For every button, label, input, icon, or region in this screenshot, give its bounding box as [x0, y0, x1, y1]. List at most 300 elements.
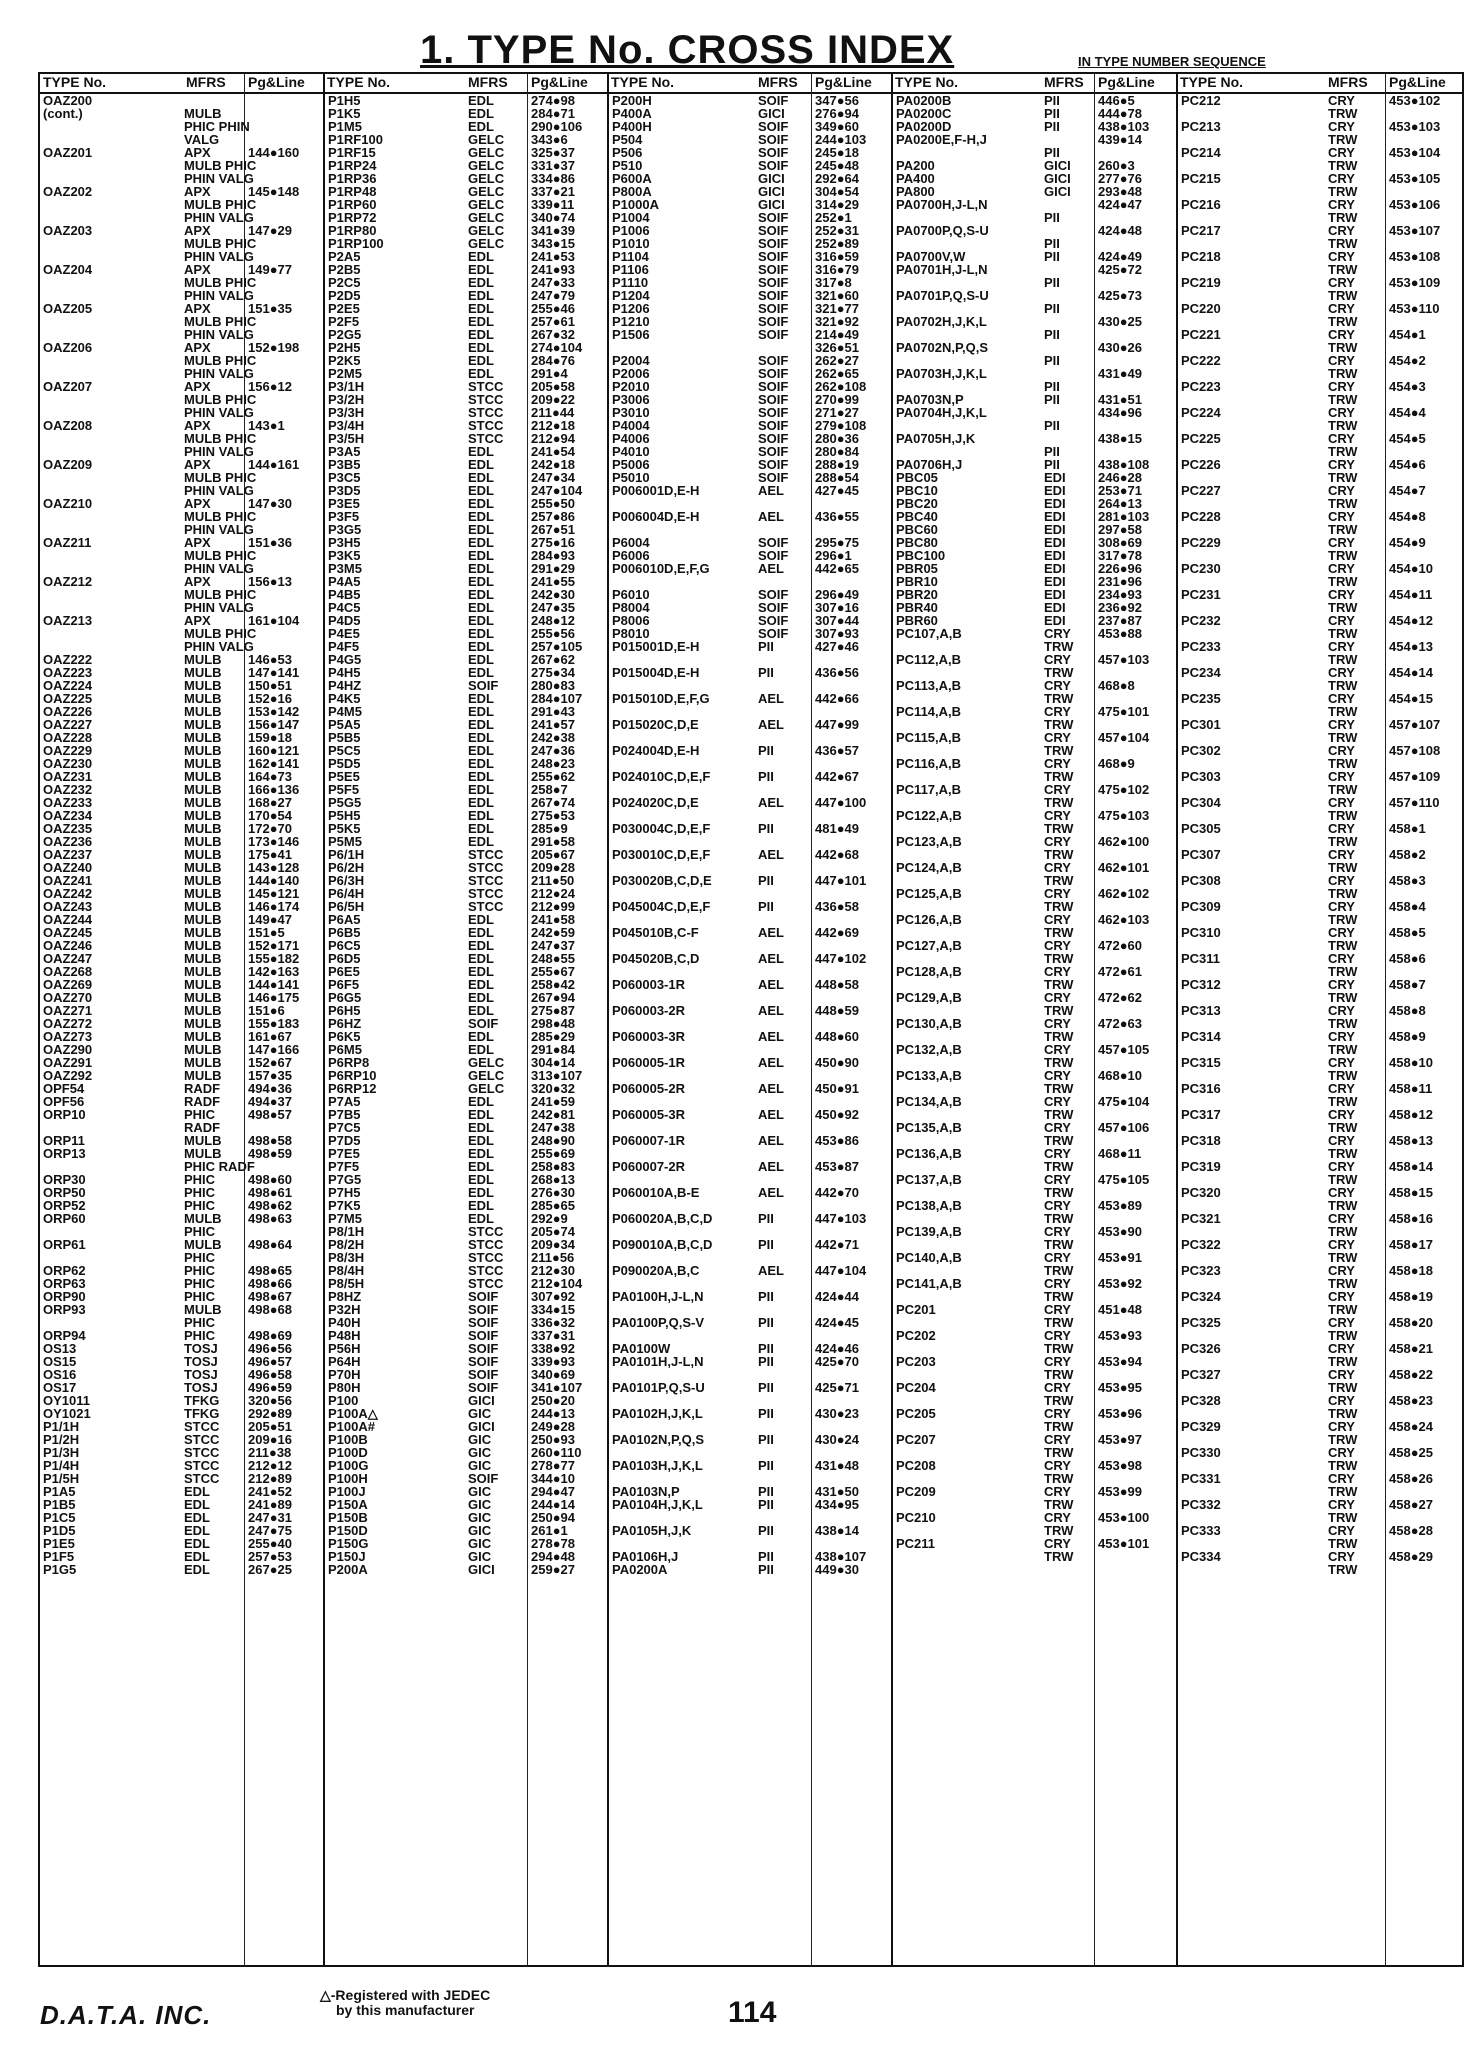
cell-pg-line: 430●26 [1098, 340, 1143, 355]
cell-pg-line: 436●56 [815, 665, 860, 680]
table-row [609, 484, 891, 497]
cell-mfrs: CRY [1328, 1393, 1355, 1408]
table-row [609, 1563, 891, 1576]
cell-pg-line: 317●8 [815, 275, 852, 290]
cell-mfrs: SOIF [468, 1328, 499, 1343]
cell-type-no: PC117,A,B [896, 782, 962, 797]
cell-mfrs: TRW [1044, 769, 1074, 784]
table-row [1178, 822, 1462, 835]
cell-pg-line: 247●33 [531, 275, 576, 290]
cell-mfrs: CRY [1328, 743, 1355, 758]
cell-type-no: P030004C,D,E,F [612, 821, 711, 836]
cell-mfrs: TRW [1328, 1406, 1358, 1421]
table-row [893, 731, 1176, 744]
cell-type-no: P015010D,E,F,G [612, 691, 710, 706]
cell-pg-line: 475●104 [1098, 1094, 1150, 1109]
cell-mfrs: EDL [468, 1029, 494, 1044]
header-mfrs-1: MFRS [186, 74, 226, 90]
cell-type-no: OAZ270 [43, 990, 93, 1005]
cell-mfrs: TRW [1044, 899, 1074, 914]
cell-type-no: P015004D,E-H [612, 665, 700, 680]
cell-type-no: ORP62 [43, 1263, 86, 1278]
cell-mfrs: EDL [468, 548, 494, 563]
cell-pg-line: 450●91 [815, 1081, 860, 1096]
cell-pg-line: 276●94 [815, 106, 860, 121]
header-type-no-5: TYPE No. [1180, 74, 1244, 90]
cell-type-no: P1H5 [328, 94, 361, 108]
cell-mfrs: CRY [1328, 769, 1355, 784]
cell-type-no: PC211 [896, 1536, 936, 1551]
cell-pg-line: 454●6 [1389, 457, 1426, 472]
cell-type-no: PC227 [1181, 483, 1221, 498]
index-column-5 [1178, 94, 1462, 1965]
table-row [893, 367, 1176, 380]
cell-pg-line: 498●64 [248, 1237, 293, 1252]
cell-type-no: P1RP60 [328, 197, 377, 212]
cell-type-no: P1C5 [43, 1510, 76, 1525]
table-row [1178, 1186, 1462, 1199]
cell-mfrs: STCC [468, 1276, 504, 1291]
table-row [40, 627, 323, 640]
table-row [40, 1563, 323, 1576]
cell-mfrs: EDL [468, 288, 494, 303]
table-row [609, 666, 891, 679]
header-pgline-1: Pg&Line [248, 74, 305, 90]
cell-pg-line: 453●103 [1389, 119, 1441, 134]
table-row [609, 1355, 891, 1368]
cell-type-no: OS15 [43, 1354, 77, 1369]
cell-pg-line: 209●28 [531, 860, 576, 875]
cell-type-no: ORP50 [43, 1185, 86, 1200]
cell-mfrs: EDL [468, 691, 494, 706]
cell-type-no: PA0702H,J,K,L [896, 314, 987, 329]
cell-mfrs: CRY [1328, 873, 1355, 888]
cell-mfrs: MULB PHIC [184, 392, 257, 407]
cell-mfrs: PII [758, 1549, 774, 1564]
cell-mfrs: CRY [1328, 821, 1355, 836]
cell-type-no: PA0200A [612, 1562, 668, 1577]
cell-mfrs: GIC [468, 1510, 492, 1525]
cell-type-no: P1506 [612, 327, 650, 342]
cell-mfrs: TRW [1328, 158, 1358, 173]
cell-type-no: OAZ291 [43, 1055, 93, 1070]
cell-pg-line: 275●34 [531, 665, 576, 680]
cell-pg-line: 149●47 [248, 912, 293, 927]
table-row [609, 822, 891, 835]
cell-mfrs: GIC [468, 1549, 492, 1564]
cell-mfrs: TRW [1328, 652, 1358, 667]
cell-mfrs: TRW [1328, 1146, 1358, 1161]
cell-type-no: PC116,A,B [896, 756, 962, 771]
cell-pg-line: 284●76 [531, 353, 576, 368]
cell-type-no: P1RP24 [328, 158, 377, 173]
table-row [1178, 1368, 1462, 1381]
cell-type-no: P060005-1R [612, 1055, 685, 1070]
cell-type-no: P4C5 [328, 600, 361, 615]
cell-pg-line: 264●13 [1098, 496, 1143, 511]
cell-pg-line: 472●60 [1098, 938, 1143, 953]
cell-mfrs: CRY [1328, 1315, 1355, 1330]
table-row [893, 1537, 1176, 1550]
cell-pg-line: 453●91 [1098, 1250, 1143, 1265]
cell-type-no: PC133,A,B [896, 1068, 962, 1083]
cell-pg-line: 248●23 [531, 756, 576, 771]
cell-pg-line: 247●36 [531, 743, 576, 758]
cell-mfrs: TRW [1328, 730, 1358, 745]
cell-mfrs: STCC [468, 899, 504, 914]
cell-mfrs: CRY [1044, 1406, 1071, 1421]
cell-mfrs: TRW [1328, 1120, 1358, 1135]
cell-mfrs: PII [1044, 353, 1060, 368]
cell-mfrs: MULB [184, 1029, 222, 1044]
cell-pg-line: 236●92 [1098, 600, 1143, 615]
cell-pg-line: 454●2 [1389, 353, 1426, 368]
cell-mfrs: MULB [184, 899, 222, 914]
cell-type-no: PBC40 [896, 509, 938, 524]
cell-mfrs: STCC [468, 431, 504, 446]
cell-pg-line: 241●54 [531, 444, 576, 459]
cell-pg-line: 307●16 [815, 600, 860, 615]
table-row [893, 887, 1176, 900]
cell-pg-line: 424●49 [1098, 249, 1143, 264]
cell-pg-line: 145●148 [248, 184, 300, 199]
cell-pg-line: 454●1 [1389, 327, 1426, 342]
cell-pg-line: 267●74 [531, 795, 576, 810]
cell-pg-line: 161●67 [248, 1029, 293, 1044]
cell-pg-line: 453●105 [1389, 171, 1441, 186]
cell-pg-line: 294●48 [531, 1549, 576, 1564]
cell-mfrs: GIC [468, 1484, 492, 1499]
cell-mfrs: EDL [468, 522, 494, 537]
table-row [609, 1056, 891, 1069]
cell-type-no: PC323 [1181, 1263, 1221, 1278]
cell-mfrs: AEL [758, 1003, 784, 1018]
cell-mfrs: CRY [1044, 1224, 1071, 1239]
cell-mfrs: EDL [468, 535, 494, 550]
cell-mfrs: SOIF [468, 1289, 499, 1304]
cell-mfrs: EDL [468, 106, 494, 121]
cell-mfrs: MULB PHIC [184, 548, 257, 563]
table-row [609, 1407, 891, 1420]
cell-type-no: P060005-2R [612, 1081, 685, 1096]
cell-type-no: OAZ212 [43, 574, 93, 589]
cell-mfrs: EDL [468, 483, 494, 498]
cell-mfrs: STCC [468, 405, 504, 420]
cell-type-no: P1104 [612, 249, 649, 264]
cell-mfrs: TRW [1328, 600, 1358, 615]
cell-type-no: P6/4H [328, 886, 365, 901]
cell-type-no: P6E5 [328, 964, 360, 979]
cell-pg-line: 447●99 [815, 717, 860, 732]
cell-pg-line: 156●147 [248, 717, 300, 732]
cell-pg-line: 458●17 [1389, 1237, 1434, 1252]
cell-mfrs: GIC [468, 1536, 492, 1551]
cell-type-no: OAZ227 [43, 717, 93, 732]
cell-pg-line: 255●40 [248, 1536, 293, 1551]
cell-type-no: P1/5H [43, 1471, 80, 1486]
cell-mfrs: CRY [1328, 1237, 1355, 1252]
cell-type-no: PC307 [1181, 847, 1221, 862]
cell-type-no: OY1021 [43, 1406, 91, 1421]
cell-mfrs: PII [1044, 301, 1060, 316]
cell-mfrs: CRY [1328, 1211, 1355, 1226]
table-row [40, 185, 323, 198]
cell-pg-line: 231●96 [1098, 574, 1143, 589]
cell-type-no: P060020A,B,C,D [612, 1211, 713, 1226]
cell-pg-line: 447●102 [815, 951, 867, 966]
cell-mfrs: PII [758, 1354, 774, 1369]
cell-pg-line: 147●141 [248, 665, 300, 680]
cell-mfrs: SOIF [758, 236, 789, 251]
cell-mfrs: TRW [1328, 1328, 1358, 1343]
cell-pg-line: 288●19 [815, 457, 860, 472]
cell-mfrs: MULB [184, 1042, 222, 1057]
cell-type-no: P5M5 [328, 834, 362, 849]
cell-mfrs: EDL [468, 249, 494, 264]
cell-pg-line: 337●31 [531, 1328, 576, 1343]
cell-pg-line: 316●59 [815, 249, 860, 264]
cell-pg-line: 458●28 [1389, 1523, 1434, 1538]
cell-pg-line: 267●94 [531, 990, 576, 1005]
cell-type-no: ORP90 [43, 1289, 86, 1304]
table-row [1178, 1563, 1462, 1576]
cell-type-no: P100 [328, 1393, 359, 1408]
cell-mfrs: CRY [1044, 782, 1071, 797]
table-row [893, 939, 1176, 952]
cell-mfrs: EDL [184, 1497, 210, 1512]
cell-pg-line: 340●69 [531, 1367, 576, 1382]
cell-type-no: PA0102N,P,Q,S [612, 1432, 705, 1447]
cell-mfrs: MULB [184, 1003, 222, 1018]
cell-type-no: PC329 [1181, 1419, 1221, 1434]
cell-pg-line: 451●48 [1098, 1302, 1143, 1317]
table-row [1178, 120, 1462, 133]
cell-type-no: P2G5 [328, 327, 362, 342]
table-row [1178, 796, 1462, 809]
cell-type-no: P32H [328, 1302, 361, 1317]
cell-type-no: PBC60 [896, 522, 938, 537]
cell-mfrs: PII [758, 743, 774, 758]
cell-mfrs: TFKG [184, 1393, 220, 1408]
cell-pg-line: 257●105 [531, 639, 583, 654]
cell-type-no: OAZ273 [43, 1029, 93, 1044]
table-row [1178, 224, 1462, 237]
cell-type-no: PC210 [896, 1510, 936, 1525]
cell-pg-line: 275●16 [531, 535, 576, 550]
cell-pg-line: 446●5 [1098, 94, 1135, 108]
cell-mfrs: TRW [1044, 1003, 1074, 1018]
cell-pg-line: 314●29 [815, 197, 860, 212]
cell-type-no: OAZ245 [43, 925, 93, 940]
cell-mfrs: EDL [184, 1523, 210, 1538]
cell-type-no: PC122,A,B [896, 808, 962, 823]
cell-type-no: PC301 [1181, 717, 1221, 732]
cell-mfrs: CRY [1328, 535, 1355, 550]
cell-pg-line: 295●75 [815, 535, 860, 550]
cell-type-no: PC134,A,B [896, 1094, 962, 1109]
cell-type-no: P1/3H [43, 1445, 80, 1460]
cell-pg-line: 349●60 [815, 119, 860, 134]
cell-pg-line: 457●108 [1389, 743, 1441, 758]
cell-type-no: P006010D,E,F,G [612, 561, 710, 576]
cell-pg-line: 453●108 [1389, 249, 1441, 264]
cell-pg-line: 454●3 [1389, 379, 1426, 394]
cell-mfrs: CRY [1328, 457, 1355, 472]
cell-mfrs: AEL [758, 977, 784, 992]
cell-type-no: P1/2H [43, 1432, 80, 1447]
table-row [40, 458, 323, 471]
cell-type-no: P6RP12 [328, 1081, 377, 1096]
cell-mfrs: TRW [1328, 444, 1358, 459]
cell-mfrs: AEL [758, 1107, 784, 1122]
cell-pg-line: 172●70 [248, 821, 293, 836]
cell-type-no: ORP11 [43, 1133, 85, 1148]
cell-mfrs: CRY [1328, 431, 1355, 446]
cell-type-no: OAZ231 [43, 769, 93, 784]
table-row [1178, 978, 1462, 991]
cell-type-no: PC228 [1181, 509, 1221, 524]
cell-pg-line: 152●198 [248, 340, 300, 355]
cell-type-no: P6A5 [328, 912, 361, 927]
cell-pg-line: 457●103 [1098, 652, 1150, 667]
cell-pg-line: 247●34 [531, 470, 576, 485]
cell-type-no: P8/4H [328, 1263, 365, 1278]
cell-type-no: OAZ236 [43, 834, 93, 849]
cell-pg-line: 453●88 [1098, 626, 1143, 641]
cell-type-no: P6C5 [328, 938, 361, 953]
cell-mfrs: CRY [1328, 171, 1355, 186]
cell-pg-line: 444●78 [1098, 106, 1143, 121]
cell-pg-line: 151●6 [248, 1003, 285, 1018]
table-row [40, 575, 323, 588]
cell-type-no: OAZ232 [43, 782, 93, 797]
cell-type-no: P6M5 [328, 1042, 362, 1057]
cell-mfrs: EDL [468, 340, 494, 355]
cell-mfrs: EDL [468, 600, 494, 615]
cell-mfrs: APX [184, 379, 211, 394]
cell-pg-line: 280●83 [531, 678, 576, 693]
cell-pg-line: 442●70 [815, 1185, 860, 1200]
cell-pg-line: 496●58 [248, 1367, 293, 1382]
cell-mfrs: TRW [1044, 1055, 1074, 1070]
cell-pg-line: 453●107 [1389, 223, 1441, 238]
table-row [1178, 952, 1462, 965]
table-row [40, 198, 323, 211]
cell-type-no: P1RF15 [328, 145, 376, 160]
cell-type-no: P1K5 [328, 106, 361, 121]
cell-mfrs: EDI [1044, 561, 1066, 576]
cell-type-no: P100D [328, 1445, 368, 1460]
cell-type-no: P3/3H [328, 405, 365, 420]
cell-type-no: P2M5 [328, 366, 362, 381]
cell-type-no: (cont.) [43, 106, 83, 121]
cell-pg-line: 212●18 [531, 418, 576, 433]
cell-pg-line: 152●171 [248, 938, 300, 953]
cell-pg-line: 454●4 [1389, 405, 1426, 420]
cell-mfrs: GIC [468, 1523, 492, 1538]
cell-mfrs: GICI [1044, 158, 1071, 173]
cell-type-no: PA0200E,F-H,J [896, 132, 987, 147]
cell-type-no: P5H5 [328, 808, 361, 823]
cell-pg-line: 453●96 [1098, 1406, 1143, 1421]
cell-mfrs: TRW [1328, 106, 1358, 121]
cell-mfrs: PHIN VALG [184, 327, 254, 342]
cell-pg-line: 250●93 [531, 1432, 576, 1447]
cell-pg-line: 453●99 [1098, 1484, 1143, 1499]
cell-pg-line: 425●72 [1098, 262, 1143, 277]
cell-type-no: P1204 [612, 288, 650, 303]
table-row [893, 1550, 1176, 1563]
cell-mfrs: SOIF [468, 1380, 499, 1395]
cell-pg-line: 146●174 [248, 899, 300, 914]
cell-mfrs: CRY [1328, 899, 1355, 914]
cell-pg-line: 212●89 [248, 1471, 293, 1486]
cell-mfrs: EDL [468, 353, 494, 368]
cell-mfrs: AEL [758, 1029, 784, 1044]
table-row [893, 991, 1176, 1004]
cell-mfrs: SOIF [468, 1471, 499, 1486]
cell-type-no: P7A5 [328, 1094, 361, 1109]
table-row [1178, 94, 1462, 107]
cell-pg-line: 468●9 [1098, 756, 1135, 771]
cell-mfrs: PII [758, 1432, 774, 1447]
cell-type-no: P5C5 [328, 743, 361, 758]
cell-mfrs: MULB PHIC [184, 470, 257, 485]
cell-pg-line: 284●93 [531, 548, 576, 563]
table-row [893, 1251, 1176, 1264]
cell-pg-line: 424●45 [815, 1315, 860, 1330]
cell-pg-line: 431●51 [1098, 392, 1143, 407]
cell-mfrs: TRW [1328, 704, 1358, 719]
cell-type-no: P150D [328, 1523, 368, 1538]
cell-type-no: PA0706H,J [896, 457, 963, 472]
cell-pg-line: 462●102 [1098, 886, 1150, 901]
table-row [609, 510, 891, 523]
cell-mfrs: PII [758, 769, 774, 784]
table-row [1178, 1446, 1462, 1459]
table-row [1178, 1342, 1462, 1355]
cell-mfrs: TFKG [184, 1406, 220, 1421]
cell-pg-line: 496●57 [248, 1354, 293, 1369]
cell-pg-line: 205●58 [531, 379, 576, 394]
cell-type-no: P3G5 [328, 522, 362, 537]
cell-type-no: P1RP48 [328, 184, 377, 199]
table-row [1178, 692, 1462, 705]
header-mfrs-3: MFRS [758, 74, 798, 90]
cell-mfrs: CRY [1044, 1380, 1071, 1395]
cell-pg-line: 260●110 [531, 1445, 582, 1460]
cell-mfrs: SOIF [758, 548, 789, 563]
cell-mfrs: MULB [184, 1068, 222, 1083]
cell-mfrs: SOIF [758, 119, 789, 134]
cell-pg-line: 159●18 [248, 730, 293, 745]
cell-mfrs: EDI [1044, 613, 1066, 628]
cell-pg-line: 291●58 [531, 834, 576, 849]
cell-pg-line: 321●60 [815, 288, 860, 303]
cell-type-no: P6/1H [328, 847, 365, 862]
cell-mfrs: CRY [1328, 1055, 1355, 1070]
cell-pg-line: 247●79 [531, 288, 576, 303]
cell-type-no: PC201 [896, 1302, 936, 1317]
cell-mfrs: CRY [1328, 613, 1355, 628]
cell-pg-line: 255●69 [531, 1146, 576, 1161]
cell-type-no: PC330 [1181, 1445, 1221, 1460]
cell-pg-line: 427●46 [815, 639, 860, 654]
cell-mfrs: STCC [468, 873, 504, 888]
cell-type-no: PC140,A,B [896, 1250, 962, 1265]
cell-type-no: PC124,A,B [896, 860, 962, 875]
cell-mfrs: CRY [1328, 275, 1355, 290]
